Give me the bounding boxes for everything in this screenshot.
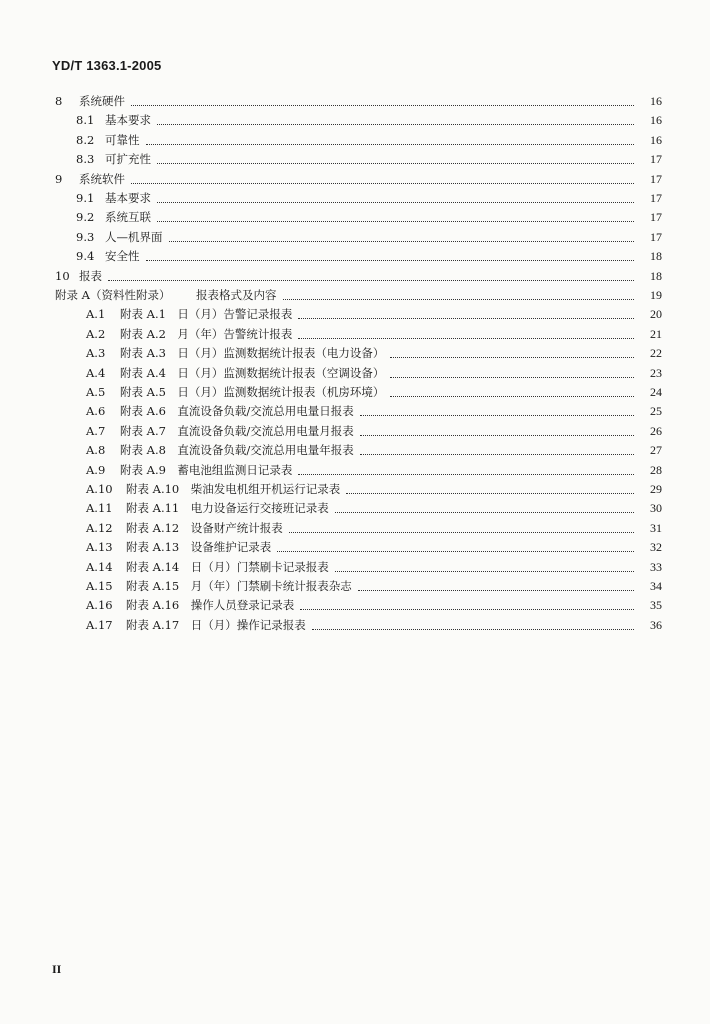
toc-number: 9.3 <box>76 229 95 244</box>
toc-entry <box>86 595 662 615</box>
toc-title: 附表 A.17 日（月）操作记录报表 <box>126 617 306 632</box>
toc-number: 8.1 <box>76 113 95 128</box>
toc-entry <box>86 576 662 596</box>
toc-entry <box>86 498 662 518</box>
toc-entry <box>55 266 662 286</box>
toc-number: A.9 <box>86 462 106 477</box>
toc-number: A.10 <box>86 482 113 496</box>
toc-number: 8 <box>55 94 63 108</box>
toc-number: 8.2 <box>76 132 95 147</box>
document-code: YD/T 1363.1-2005 <box>52 58 162 73</box>
toc-entry <box>86 615 662 635</box>
toc-title: 系统硬件 <box>79 94 125 108</box>
leader-dots <box>289 531 634 533</box>
toc-entry <box>86 537 662 557</box>
toc-title: 附表 A.16 操作人员登录记录表 <box>126 598 295 613</box>
toc-page: 18 <box>650 268 662 283</box>
leader-dots <box>360 434 634 436</box>
toc-title: 可扩充性 <box>105 152 151 167</box>
toc-number: 8.3 <box>76 152 95 167</box>
toc-title: 附表 A.14 日（月）门禁刷卡记录报表 <box>126 559 329 574</box>
toc-number: A.17 <box>86 617 113 632</box>
toc-page: 17 <box>650 152 662 167</box>
toc-number: A.8 <box>86 443 106 458</box>
toc-page: 16 <box>650 94 662 108</box>
toc-title: 附表 A.12 设备财产统计报表 <box>126 520 283 535</box>
toc-number: A.5 <box>86 385 106 399</box>
toc-entry <box>76 110 662 130</box>
toc-entry <box>76 149 662 169</box>
leader-dots <box>335 570 634 572</box>
toc-title: 附表 A.3 日（月）监测数据统计报表（电力设备） <box>120 346 385 361</box>
toc-page: 17 <box>650 229 662 244</box>
leader-dots <box>300 608 634 610</box>
toc-number: A.2 <box>86 326 106 341</box>
toc-title: 可靠性 <box>105 132 140 147</box>
toc-number: 附录 A（资料性附录） <box>55 288 171 302</box>
leader-dots <box>157 123 634 125</box>
toc-title: 附表 A.8 直流设备负载/交流总用电量年报表 <box>120 443 354 458</box>
leader-dots <box>390 376 634 378</box>
toc-title: 附表 A.6 直流设备负载/交流总用电量日报表 <box>120 404 354 419</box>
leader-dots <box>131 182 634 184</box>
toc-page: 22 <box>650 346 662 361</box>
toc-title: 附表 A.13 设备维护记录表 <box>126 540 272 555</box>
leader-dots <box>146 143 635 145</box>
leader-dots <box>283 298 635 300</box>
toc-number: 9.1 <box>76 191 95 205</box>
leader-dots <box>298 337 634 339</box>
toc-number: A.3 <box>86 346 106 361</box>
toc-page: 20 <box>650 307 662 322</box>
toc-entry <box>86 557 662 577</box>
leader-dots <box>157 201 634 203</box>
toc-number: A.14 <box>86 559 113 574</box>
toc-title: 基本要求 <box>105 191 151 205</box>
toc-number: 10 <box>55 268 70 283</box>
toc-entry <box>86 401 662 421</box>
toc-title: 报表格式及内容 <box>196 288 277 302</box>
toc-entry <box>86 479 662 499</box>
toc-title: 附表 A.15 月（年）门禁刷卡统计报表杂志 <box>126 579 352 593</box>
toc-page: 16 <box>650 113 662 128</box>
leader-dots <box>390 356 634 358</box>
leader-dots <box>358 589 634 591</box>
toc-page: 16 <box>650 132 662 147</box>
toc-entry <box>76 207 662 227</box>
toc-title: 系统互联 <box>105 210 151 225</box>
toc-title: 附表 A.2 月（年）告警统计报表 <box>120 326 293 341</box>
toc-title: 报表 <box>79 268 102 283</box>
toc-number: A.4 <box>86 365 106 380</box>
toc-number: A.13 <box>86 540 113 555</box>
toc-entry <box>76 246 662 266</box>
toc-number: 9.2 <box>76 210 95 225</box>
toc-entry <box>86 304 662 324</box>
toc-entry <box>55 91 662 111</box>
toc-page: 19 <box>650 288 662 302</box>
toc-title: 系统软件 <box>79 171 125 186</box>
toc-number: A.12 <box>86 520 113 535</box>
toc-title: 附表 A.10 柴油发电机组开机运行记录表 <box>126 482 341 496</box>
leader-dots <box>298 473 634 475</box>
toc-page: 24 <box>650 385 662 399</box>
toc-entry <box>86 324 662 344</box>
toc-page: 32 <box>650 540 662 555</box>
toc-page: 34 <box>650 579 662 593</box>
toc-title: 基本要求 <box>105 113 151 128</box>
toc-number: A.16 <box>86 598 113 613</box>
toc-page: 35 <box>650 598 662 613</box>
toc-title: 安全性 <box>105 249 140 264</box>
leader-dots <box>360 453 634 455</box>
leader-dots <box>390 395 634 397</box>
leader-dots <box>157 162 634 164</box>
toc-entry <box>76 130 662 150</box>
toc-number: A.7 <box>86 423 106 438</box>
leader-dots <box>360 414 634 416</box>
toc-entry <box>86 518 662 538</box>
leader-dots <box>335 511 634 513</box>
toc-number: A.11 <box>86 501 113 516</box>
leader-dots <box>146 259 635 261</box>
toc-title: 附表 A.4 日（月）监测数据统计报表（空调设备） <box>120 365 385 380</box>
toc-page: 18 <box>650 249 662 264</box>
toc-entry <box>86 421 662 441</box>
toc-page: 33 <box>650 559 662 574</box>
leader-dots <box>131 104 634 106</box>
toc-page: 31 <box>650 520 662 535</box>
toc-entry <box>76 227 662 247</box>
toc-number: A.1 <box>86 307 106 322</box>
leader-dots <box>108 279 634 281</box>
toc-entry <box>86 460 662 480</box>
toc-title: 附表 A.5 日（月）监测数据统计报表（机房环境） <box>120 385 385 399</box>
toc-title: 附表 A.7 直流设备负载/交流总用电量月报表 <box>120 423 354 438</box>
toc-title: 附表 A.9 蓄电池组监测日记录表 <box>120 462 293 477</box>
toc-entry <box>86 382 662 402</box>
toc-page: 36 <box>650 617 662 632</box>
toc-number: 9.4 <box>76 249 95 264</box>
toc-page: 28 <box>650 462 662 477</box>
toc-entry <box>86 363 662 383</box>
toc-title: 附表 A.11 电力设备运行交接班记录表 <box>126 501 329 516</box>
toc-page: 26 <box>650 423 662 438</box>
toc-page: 30 <box>650 501 662 516</box>
toc-number: 9 <box>55 171 63 186</box>
leader-dots <box>298 317 634 319</box>
toc-page: 17 <box>650 171 662 186</box>
toc-page: 17 <box>650 210 662 225</box>
toc-page: 23 <box>650 365 662 380</box>
toc-entry <box>86 343 662 363</box>
toc-page: 21 <box>650 326 662 341</box>
leader-dots <box>312 628 634 630</box>
toc-page: 25 <box>650 404 662 419</box>
toc-title: 人—机界面 <box>105 229 163 244</box>
leader-dots <box>169 240 635 242</box>
toc-entry <box>76 188 662 208</box>
toc-entry-annex <box>55 285 662 305</box>
toc-title: 附表 A.1 日（月）告警记录报表 <box>120 307 293 322</box>
toc-entry <box>55 169 662 189</box>
leader-dots <box>277 550 634 552</box>
leader-dots <box>346 492 634 494</box>
leader-dots <box>157 220 634 222</box>
toc-page: 17 <box>650 191 662 205</box>
toc-page: 27 <box>650 443 662 458</box>
toc-entry <box>86 440 662 460</box>
toc-number: A.15 <box>86 579 113 593</box>
toc-number: A.6 <box>86 404 106 419</box>
toc-page: 29 <box>650 482 662 496</box>
page-number-footer: II <box>52 962 62 976</box>
